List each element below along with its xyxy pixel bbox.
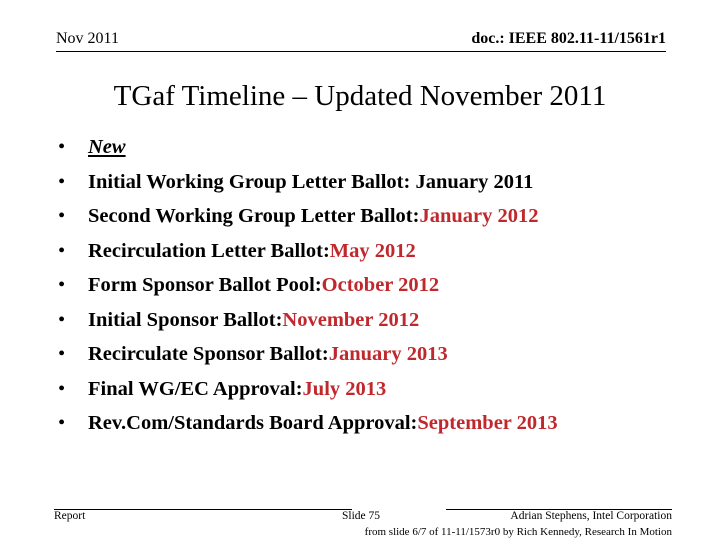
bullet-dot: •	[58, 274, 66, 296]
bullet-dot: •	[58, 412, 66, 434]
header-doc-id: doc.: IEEE 802.11-11/1561r1	[471, 30, 666, 47]
bullet-item	[58, 274, 558, 309]
footer-source: from slide 6/7 of 11-11/1573r0 by Rich Kennedy, Research In Motion	[364, 526, 672, 538]
bullet-dot: •	[58, 377, 66, 400]
slide-title: TGaf Timeline – Updated November 2011	[113, 80, 607, 112]
bullet-label: Rev.Com/Standards Board Approval:	[88, 412, 418, 434]
bullet-item	[58, 378, 558, 413]
bullet-item	[58, 240, 558, 275]
bullet-date: November 2012	[282, 308, 420, 331]
bullet-label: Second Working Group Letter Ballot:	[88, 205, 420, 227]
bullet-label: Initial Working Group Letter Ballot: January 2011	[88, 170, 534, 193]
bullet-date: January 2013	[328, 343, 448, 365]
header-date: Nov 2011	[56, 30, 119, 47]
header-divider	[56, 51, 666, 52]
bullet-dot: •	[58, 308, 66, 331]
bullet-dot: •	[58, 170, 66, 193]
bullet-dot: •	[58, 205, 66, 227]
timeline-bullet-list	[58, 136, 558, 447]
bullet-item	[58, 136, 558, 171]
bullet-label: New	[88, 136, 126, 158]
footer-report-label: Report	[54, 510, 86, 522]
bullet-label: Recirculate Sponsor Ballot:	[88, 343, 329, 365]
bullet-dot: •	[58, 239, 66, 262]
bullet-date: September 2013	[417, 412, 558, 434]
bullet-item	[58, 309, 558, 344]
bullet-item	[58, 205, 558, 240]
bullet-dot: •	[58, 136, 66, 158]
bullet-label: Form Sponsor Ballot Pool:	[88, 274, 322, 296]
bullet-date: October 2012	[321, 274, 440, 296]
bullet-label: Recirculation Letter Ballot:	[88, 239, 330, 262]
footer-divider-left	[54, 509, 352, 510]
bullet-item	[58, 343, 558, 378]
bullet-item	[58, 412, 558, 447]
bullet-dot: •	[58, 343, 66, 365]
bullet-label: Initial Sponsor Ballot:	[88, 308, 283, 331]
footer-slide-number: Slide 75	[342, 510, 381, 522]
bullet-label: Final WG/EC Approval:	[88, 377, 303, 400]
bullet-date: July 2013	[302, 377, 387, 400]
bullet-item	[58, 171, 558, 206]
bullet-date: January 2012	[419, 205, 539, 227]
bullet-date: May 2012	[329, 239, 416, 262]
footer-author: Adrian Stephens, Intel Corporation	[510, 510, 672, 522]
